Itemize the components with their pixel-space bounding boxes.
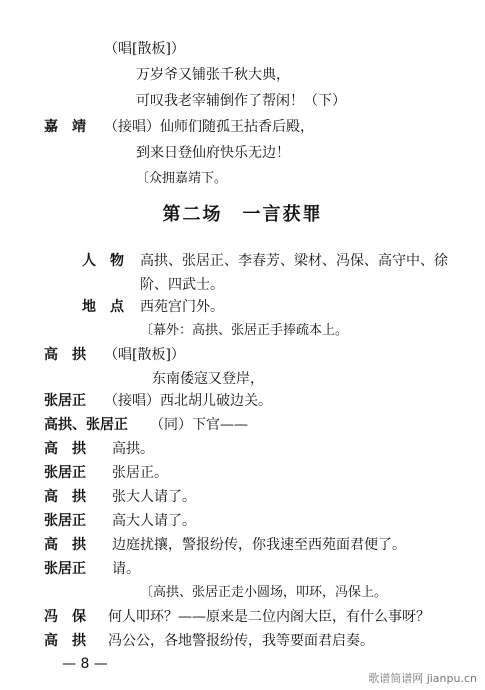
speaker-name: 高 拱 xyxy=(44,537,86,553)
dialogue-line: 冯公公，各地警报纷传，我等要面君启奏。 xyxy=(108,633,374,649)
stage-direction: 〔高拱、张居正走小圆场，叩环，冯保上。 xyxy=(140,585,388,600)
speaker-name: 嘉 靖 xyxy=(44,119,86,135)
speaker-name: 高 拱 xyxy=(44,489,86,505)
dialogue-line: 高大人请了。 xyxy=(112,513,196,529)
watermark: 歌谱简谱网 jianpu.cn xyxy=(368,672,477,685)
place-text: 西苑宫门外。 xyxy=(140,299,224,315)
speaker-name: 高 拱 xyxy=(44,441,86,457)
page-number: — 8 — xyxy=(62,656,108,672)
lyric-line: 到来日登仙府快乐无边！ xyxy=(136,145,290,161)
speaker-name: 张居正 xyxy=(44,561,86,577)
stage-direction: 〔幕外：高拱、张居正手捧疏本上。 xyxy=(140,323,349,338)
dialogue-line: （接唱）西北胡儿破边关。 xyxy=(104,393,272,409)
speaker-name: 张居正 xyxy=(44,513,86,529)
dialogue-line: 高拱。 xyxy=(112,441,154,457)
speaker-name: 张居正 xyxy=(44,393,86,409)
dialogue-line: 张大人请了。 xyxy=(112,489,196,505)
lyric-line: （接唱）仙师们随孤王拈香后殿， xyxy=(104,119,314,135)
dialogue-line: （同）下官—— xyxy=(150,417,248,433)
dialogue-line: （唱[散板]） xyxy=(104,347,185,363)
speaker-name: 高 拱 xyxy=(44,347,86,363)
stage-direction: 〔众拥嘉靖下。 xyxy=(136,171,228,186)
characters-list: 高拱、张居正、李春芳、梁材、冯保、高守中、徐 xyxy=(140,253,448,269)
characters-list-cont: 阶、四武士。 xyxy=(140,277,224,293)
speaker-name: 张居正 xyxy=(44,465,86,481)
speaker-name: 高 拱 xyxy=(44,633,86,649)
lyric-line: 东南倭寇又登岸， xyxy=(152,371,264,387)
lyric-line: 可叹我老宰辅倒作了帮闲！（下） xyxy=(136,93,346,109)
dialogue-line: 请。 xyxy=(112,561,140,577)
place-label: 地 点 xyxy=(82,299,124,315)
speaker-name: 冯 保 xyxy=(44,609,86,625)
scene-title: 第二场 一言获罪 xyxy=(162,204,323,225)
lyric-line: 万岁爷又铺张千秋大典， xyxy=(136,67,290,83)
characters-label: 人 物 xyxy=(82,253,124,269)
sing-direction-line: （唱[散板]） xyxy=(104,41,185,57)
dialogue-line: 张居正。 xyxy=(112,465,168,481)
dialogue-line: 边庭扰攘，警报纷传，你我速至西苑面君便了。 xyxy=(112,537,406,553)
dialogue-line: 何人叩环？——原来是二位内阁大臣，有什么事呀？ xyxy=(108,609,430,625)
speaker-name: 高拱、张居正 xyxy=(44,417,128,433)
